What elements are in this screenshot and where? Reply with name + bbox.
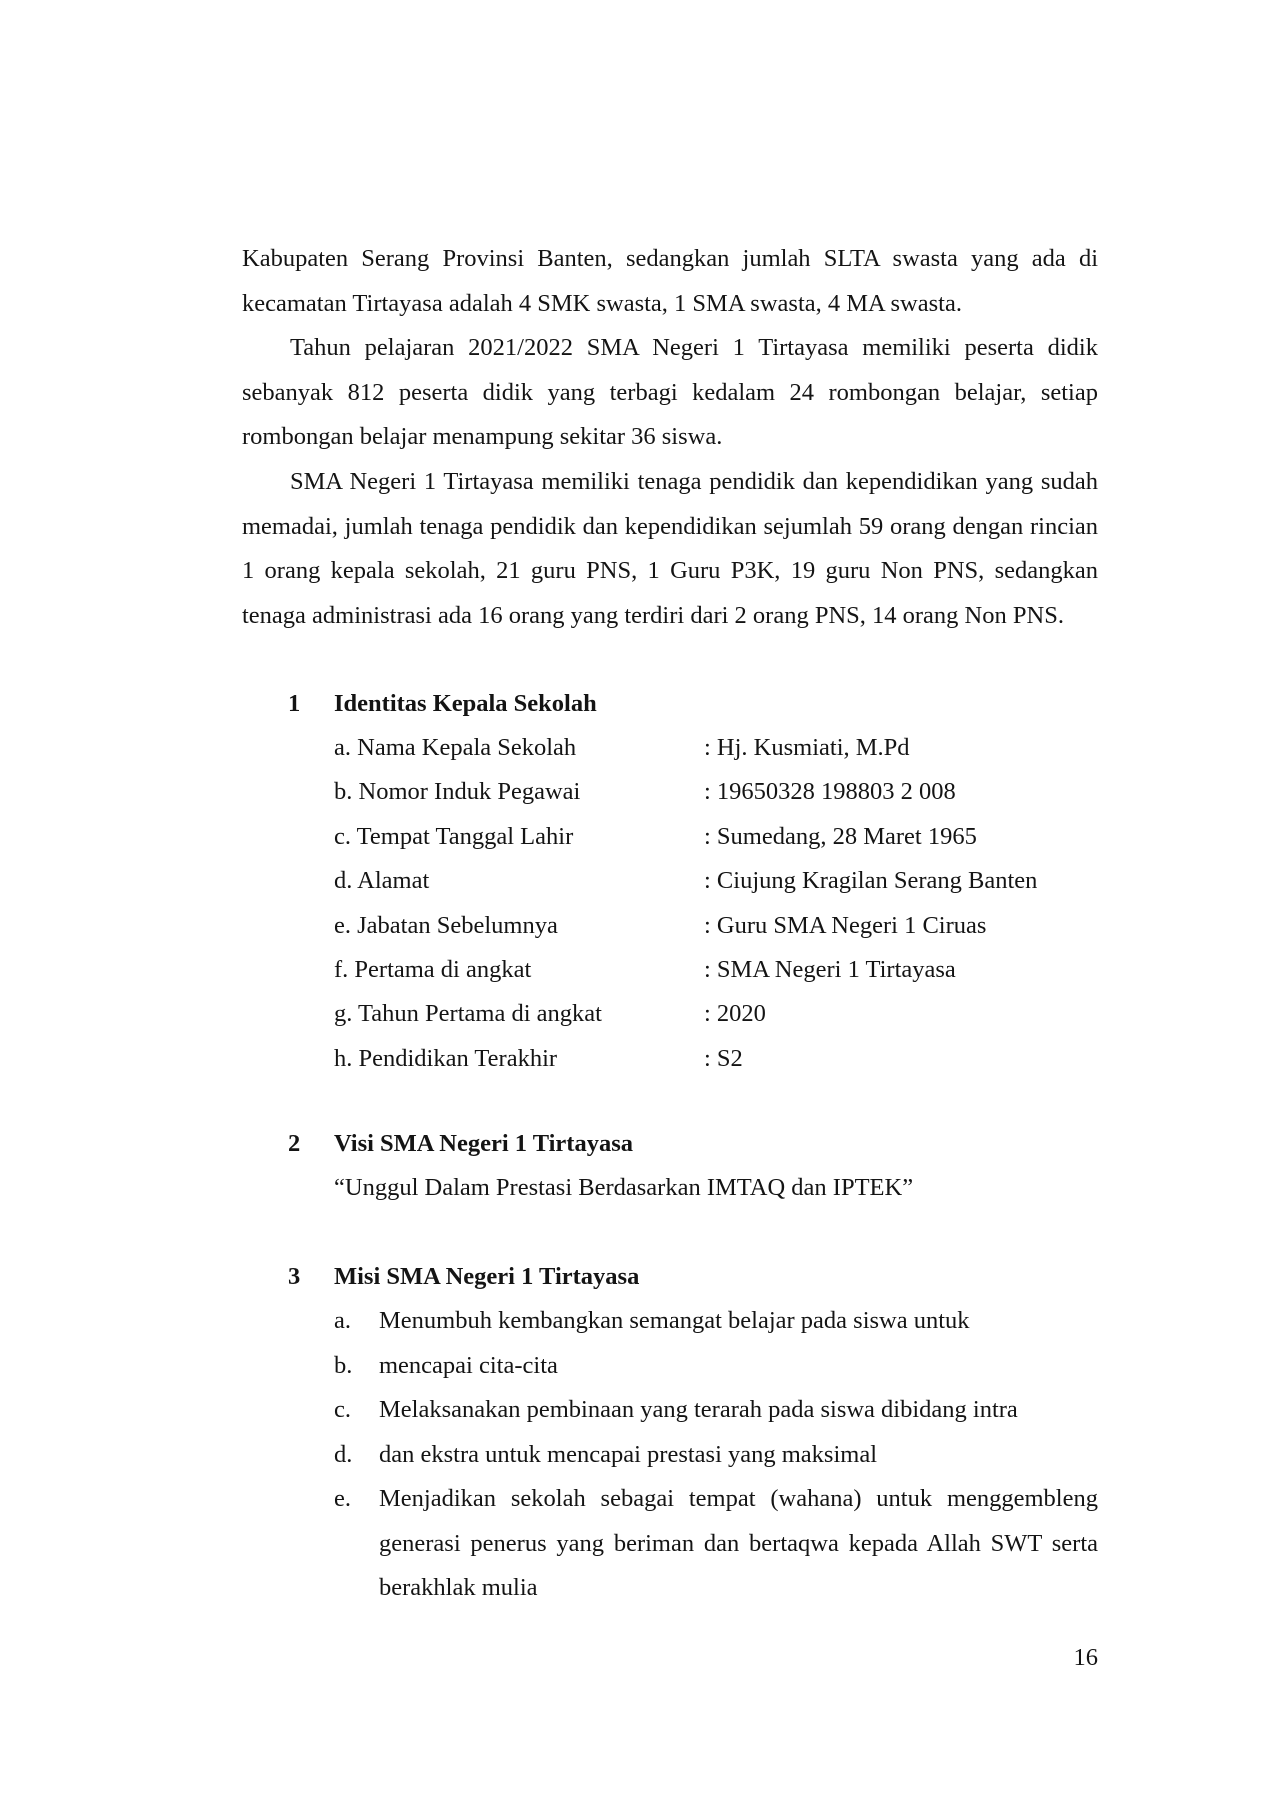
mission-letter: e. xyxy=(334,1485,351,1512)
identity-row xyxy=(242,1037,1098,1081)
mission-item xyxy=(242,1433,1098,1478)
section-mission xyxy=(242,1255,1098,1611)
paragraph-slta-count: Kabupaten Serang Provinsi Banten, sedangkan jumlah SLTA swasta yang ada di kecamatan Tirtayasa adalah 4 SMK swasta, 1 SMA swasta, 4 MA swasta. xyxy=(242,245,1098,317)
section-principal-identity xyxy=(242,682,1098,1081)
mission-item xyxy=(242,1477,1098,1611)
section-number: 2 xyxy=(288,1130,301,1157)
identity-value: : Sumedang, 28 Maret 1965 xyxy=(704,822,977,850)
mission-text: Melaksanakan pembinaan yang terarah pada siswa dibidang intra xyxy=(379,1396,1018,1423)
identity-label: f. Pertama di angkat xyxy=(334,955,532,983)
section-number: 3 xyxy=(288,1263,301,1290)
mission-item xyxy=(242,1344,1098,1389)
identity-row xyxy=(242,992,1098,1036)
section-title: Visi SMA Negeri 1 Tirtayasa xyxy=(334,1130,633,1157)
section-title: Misi SMA Negeri 1 Tirtayasa xyxy=(334,1263,640,1290)
identity-label: c. Tempat Tanggal Lahir xyxy=(334,822,574,850)
identity-value: : 2020 xyxy=(704,1000,766,1028)
identity-value: : SMA Negeri 1 Tirtayasa xyxy=(704,955,956,983)
section-heading xyxy=(242,1255,1098,1299)
mission-letter: a. xyxy=(334,1307,351,1334)
identity-value: : Hj. Kusmiati, M.Pd xyxy=(704,734,910,761)
mission-text: Menjadikan sekolah sebagai tempat (wahana) untuk menggembleng generasi penerus yang beriman dan bertaqwa kepada Allah SWT serta berakhlak mulia xyxy=(379,1485,1098,1601)
identity-label: e. Jabatan Sebelumnya xyxy=(334,911,558,939)
identity-value: : Ciujung Kragilan Serang Banten xyxy=(704,867,1038,895)
identity-label: a. Nama Kepala Sekolah xyxy=(334,734,577,761)
mission-letter: d. xyxy=(334,1440,353,1468)
section-title: Identitas Kepala Sekolah xyxy=(334,690,597,717)
identity-row xyxy=(242,726,1098,770)
mission-item xyxy=(242,1388,1098,1433)
mission-text: mencapai cita-cita xyxy=(379,1351,558,1379)
mission-item xyxy=(242,1299,1098,1344)
identity-row xyxy=(242,904,1098,948)
identity-label: g. Tahun Pertama di angkat xyxy=(334,1000,602,1028)
identity-row xyxy=(242,815,1098,859)
paragraph-staff-count: SMA Negeri 1 Tirtayasa memiliki tenaga pendidik dan kependidikan yang sudah memadai, jumlah tenaga pendidik dan kependidikan sejumlah 59 orang dengan rincian 1 orang kepala sekolah, 21 guru PNS, 1 Guru P3K, 19 guru Non PNS, sedangkan tenaga administrasi ada 16 orang yang terdiri dari 2 orang PNS, 14 orang Non PNS. xyxy=(242,468,1098,629)
section-number: 1 xyxy=(288,690,301,717)
section-vision xyxy=(242,1122,1098,1210)
identity-row xyxy=(242,859,1098,903)
identity-label: d. Alamat xyxy=(334,867,430,895)
page-number: 16 xyxy=(1073,1644,1098,1671)
mission-text: Menumbuh kembangkan semangat belajar pada siswa untuk xyxy=(379,1307,970,1334)
identity-row xyxy=(242,770,1098,814)
mission-text: dan ekstra untuk mencapai prestasi yang maksimal xyxy=(379,1440,878,1468)
paragraph-student-count: Tahun pelajaran 2021/2022 SMA Negeri 1 Tirtayasa memiliki peserta didik sebanyak 812 peserta didik yang terbagi kedalam 24 rombongan belajar, setiap rombongan belajar menampung sekitar 36 siswa. xyxy=(242,334,1098,450)
vision-statement: “Unggul Dalam Prestasi Berdasarkan IMTAQ dan IPTEK” xyxy=(334,1174,914,1201)
mission-letter: b. xyxy=(334,1351,353,1379)
mission-letter: c. xyxy=(334,1396,351,1423)
section-heading xyxy=(242,1122,1098,1166)
identity-label: b. Nomor Induk Pegawai xyxy=(334,778,581,806)
identity-value: : Guru SMA Negeri 1 Ciruas xyxy=(704,911,987,939)
identity-value: : 19650328 198803 2 008 xyxy=(704,778,956,806)
identity-value: : S2 xyxy=(704,1044,743,1072)
identity-label: h. Pendidikan Terakhir xyxy=(334,1044,558,1072)
identity-row xyxy=(242,948,1098,992)
section-heading xyxy=(242,682,1098,726)
